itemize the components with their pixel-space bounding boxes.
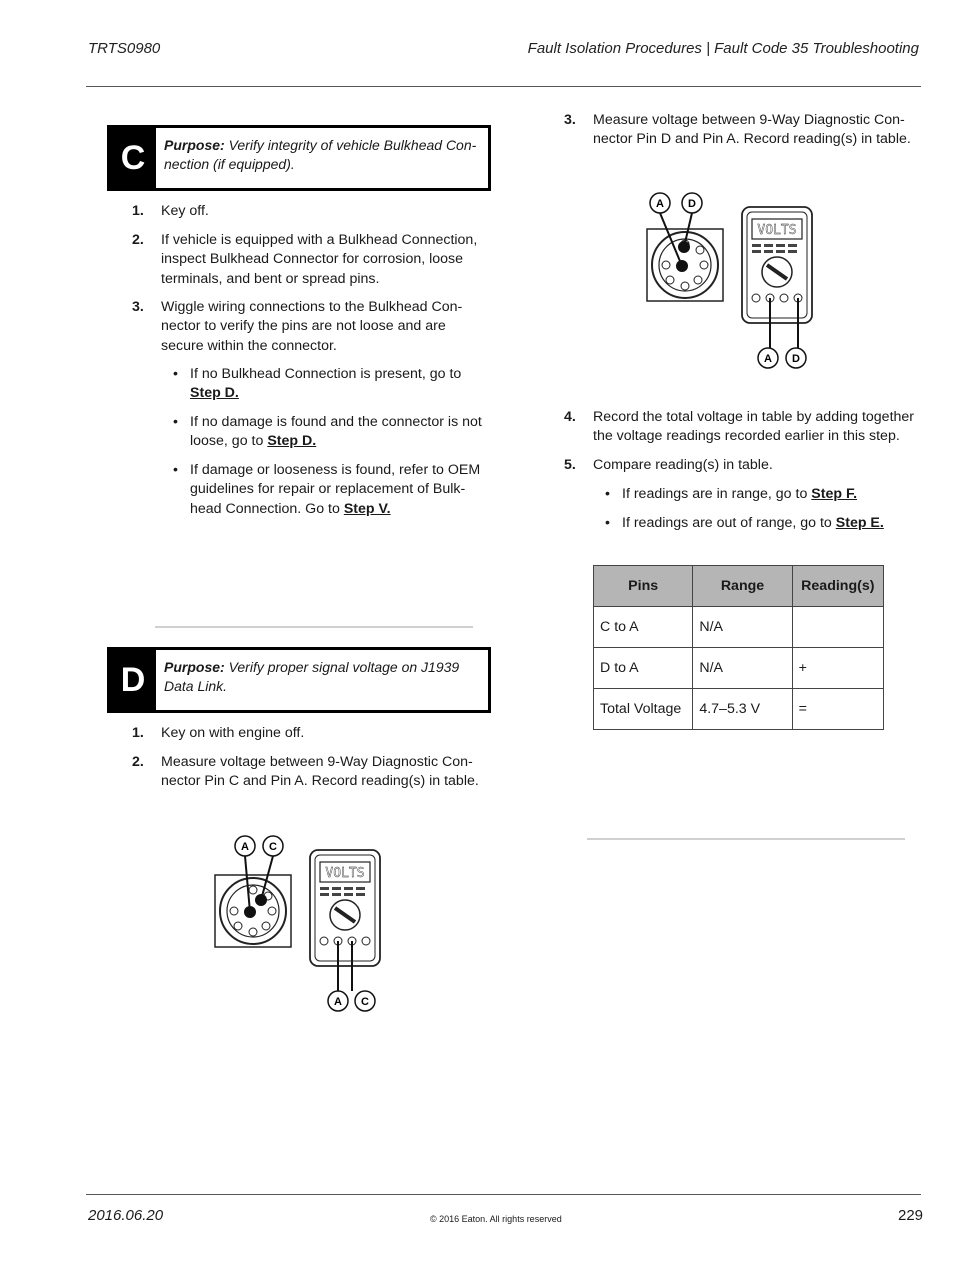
cell-pins: D to A: [594, 648, 693, 689]
readings-table: [593, 565, 884, 730]
purpose-label: Purpose:: [164, 137, 225, 153]
column-header-pins: Pins: [594, 566, 693, 607]
column-header-readings: Reading(s): [792, 566, 883, 607]
header-divider: [86, 86, 921, 87]
cell-range: N/A: [693, 607, 792, 648]
cell-reading[interactable]: [792, 607, 883, 648]
meter-display: VOLTS: [757, 223, 797, 238]
step-v-link[interactable]: Step V.: [343, 500, 391, 517]
section-title: Fault Isolation Procedures | Fault Code 35 Troubleshooting: [527, 40, 919, 57]
table-row: [594, 689, 884, 730]
cell-reading[interactable]: +: [792, 648, 883, 689]
purpose-text-line1: Verify integrity of vehicle Bulkhead Con-: [228, 137, 477, 153]
copyright: © 2016 Eaton. All rights reserved: [430, 1214, 562, 1224]
step-c-bullet-3: • If damage or looseness is found, refer to OEM guidelines for repair or replacement of Bulk- head Connection. Go to Step V.: [173, 462, 481, 517]
footer-divider: [86, 1194, 921, 1195]
multimeter-icon: [742, 207, 812, 323]
probe-label-bottom-a: A: [334, 996, 342, 1008]
step-c-item-2: 2. If vehicle is equipped with a Bulkhead Connection, inspect Bulkhead Connector for corrosion, loose terminals, and bent or spread pins.: [132, 232, 478, 287]
cell-reading[interactable]: =: [792, 689, 883, 730]
step-d-link[interactable]: Step D.: [267, 433, 317, 450]
step-d-purpose-box: [107, 647, 491, 713]
probe-label-top-c: C: [269, 841, 277, 853]
diagnostic-connector-icon: [215, 875, 291, 947]
document-id: TRTS0980: [88, 40, 161, 57]
probe-label-top-a: A: [241, 841, 249, 853]
step-c-bullet-1: • If no Bulkhead Connection is present, go to Step D.: [173, 366, 462, 402]
cell-pins: C to A: [594, 607, 693, 648]
section-separator: [155, 626, 473, 628]
purpose-text-line1: Verify proper signal voltage on J1939: [228, 659, 460, 675]
step-c-letter: C: [110, 128, 156, 188]
step-d-purpose: [164, 658, 480, 696]
publication-date: 2016.06.20: [88, 1207, 164, 1224]
page-number: 229: [898, 1207, 924, 1224]
cell-pins: Total Voltage: [594, 689, 693, 730]
step-d-link[interactable]: Step D.: [190, 385, 239, 402]
purpose-text-line2: nection (if equipped).: [164, 156, 295, 172]
purpose-label: Purpose:: [164, 659, 225, 675]
step-d-item-2: 2. Measure voltage between 9-Way Diagnostic Con- nector Pin C and Pin A. Record reading(s) in table.: [132, 754, 479, 790]
table-row: [594, 607, 884, 648]
probe-label-bottom-c: C: [361, 996, 369, 1008]
cell-range: 4.7–5.3 V: [693, 689, 792, 730]
cell-range: N/A: [693, 648, 792, 689]
multimeter-icon: [310, 850, 380, 966]
step-d-item-3: 3. Measure voltage between 9-Way Diagnostic Con- nector Pin D and Pin A. Record reading(s) in table.: [564, 112, 911, 148]
column-header-range: Range: [693, 566, 792, 607]
table-row: [594, 648, 884, 689]
step-c-purpose: [164, 136, 480, 174]
purpose-text-line2: Data Link.: [164, 678, 228, 694]
step-f-link[interactable]: Step F.: [811, 486, 858, 502]
probe-label-top-a: A: [656, 198, 664, 210]
probe-label-bottom-d: D: [792, 353, 800, 365]
figure-pin-c-a-multimeter: [210, 830, 390, 1020]
step-d-item-4: 4. Record the total voltage in table by adding together the voltage readings recorded earlier in this step.: [564, 409, 915, 445]
section-separator: [587, 838, 905, 840]
step-d-letter: D: [110, 650, 156, 710]
step-c-purpose-box: [107, 125, 491, 191]
step-e-link[interactable]: Step E.: [835, 515, 884, 531]
figure-pin-d-a-multimeter: [642, 187, 822, 377]
probe-label-top-d: D: [688, 198, 696, 210]
meter-display: VOLTS: [325, 866, 365, 881]
step-c-item-3: 3. Wiggle wiring connections to the Bulkhead Con- nector to verify the pins are not loose and are secure within the connector.: [132, 299, 463, 354]
step-c-bullet-2: • If no damage is found and the connector is not loose, go to Step D.: [173, 414, 482, 450]
table-header-row: [594, 566, 884, 607]
probe-label-bottom-a: A: [764, 353, 772, 365]
